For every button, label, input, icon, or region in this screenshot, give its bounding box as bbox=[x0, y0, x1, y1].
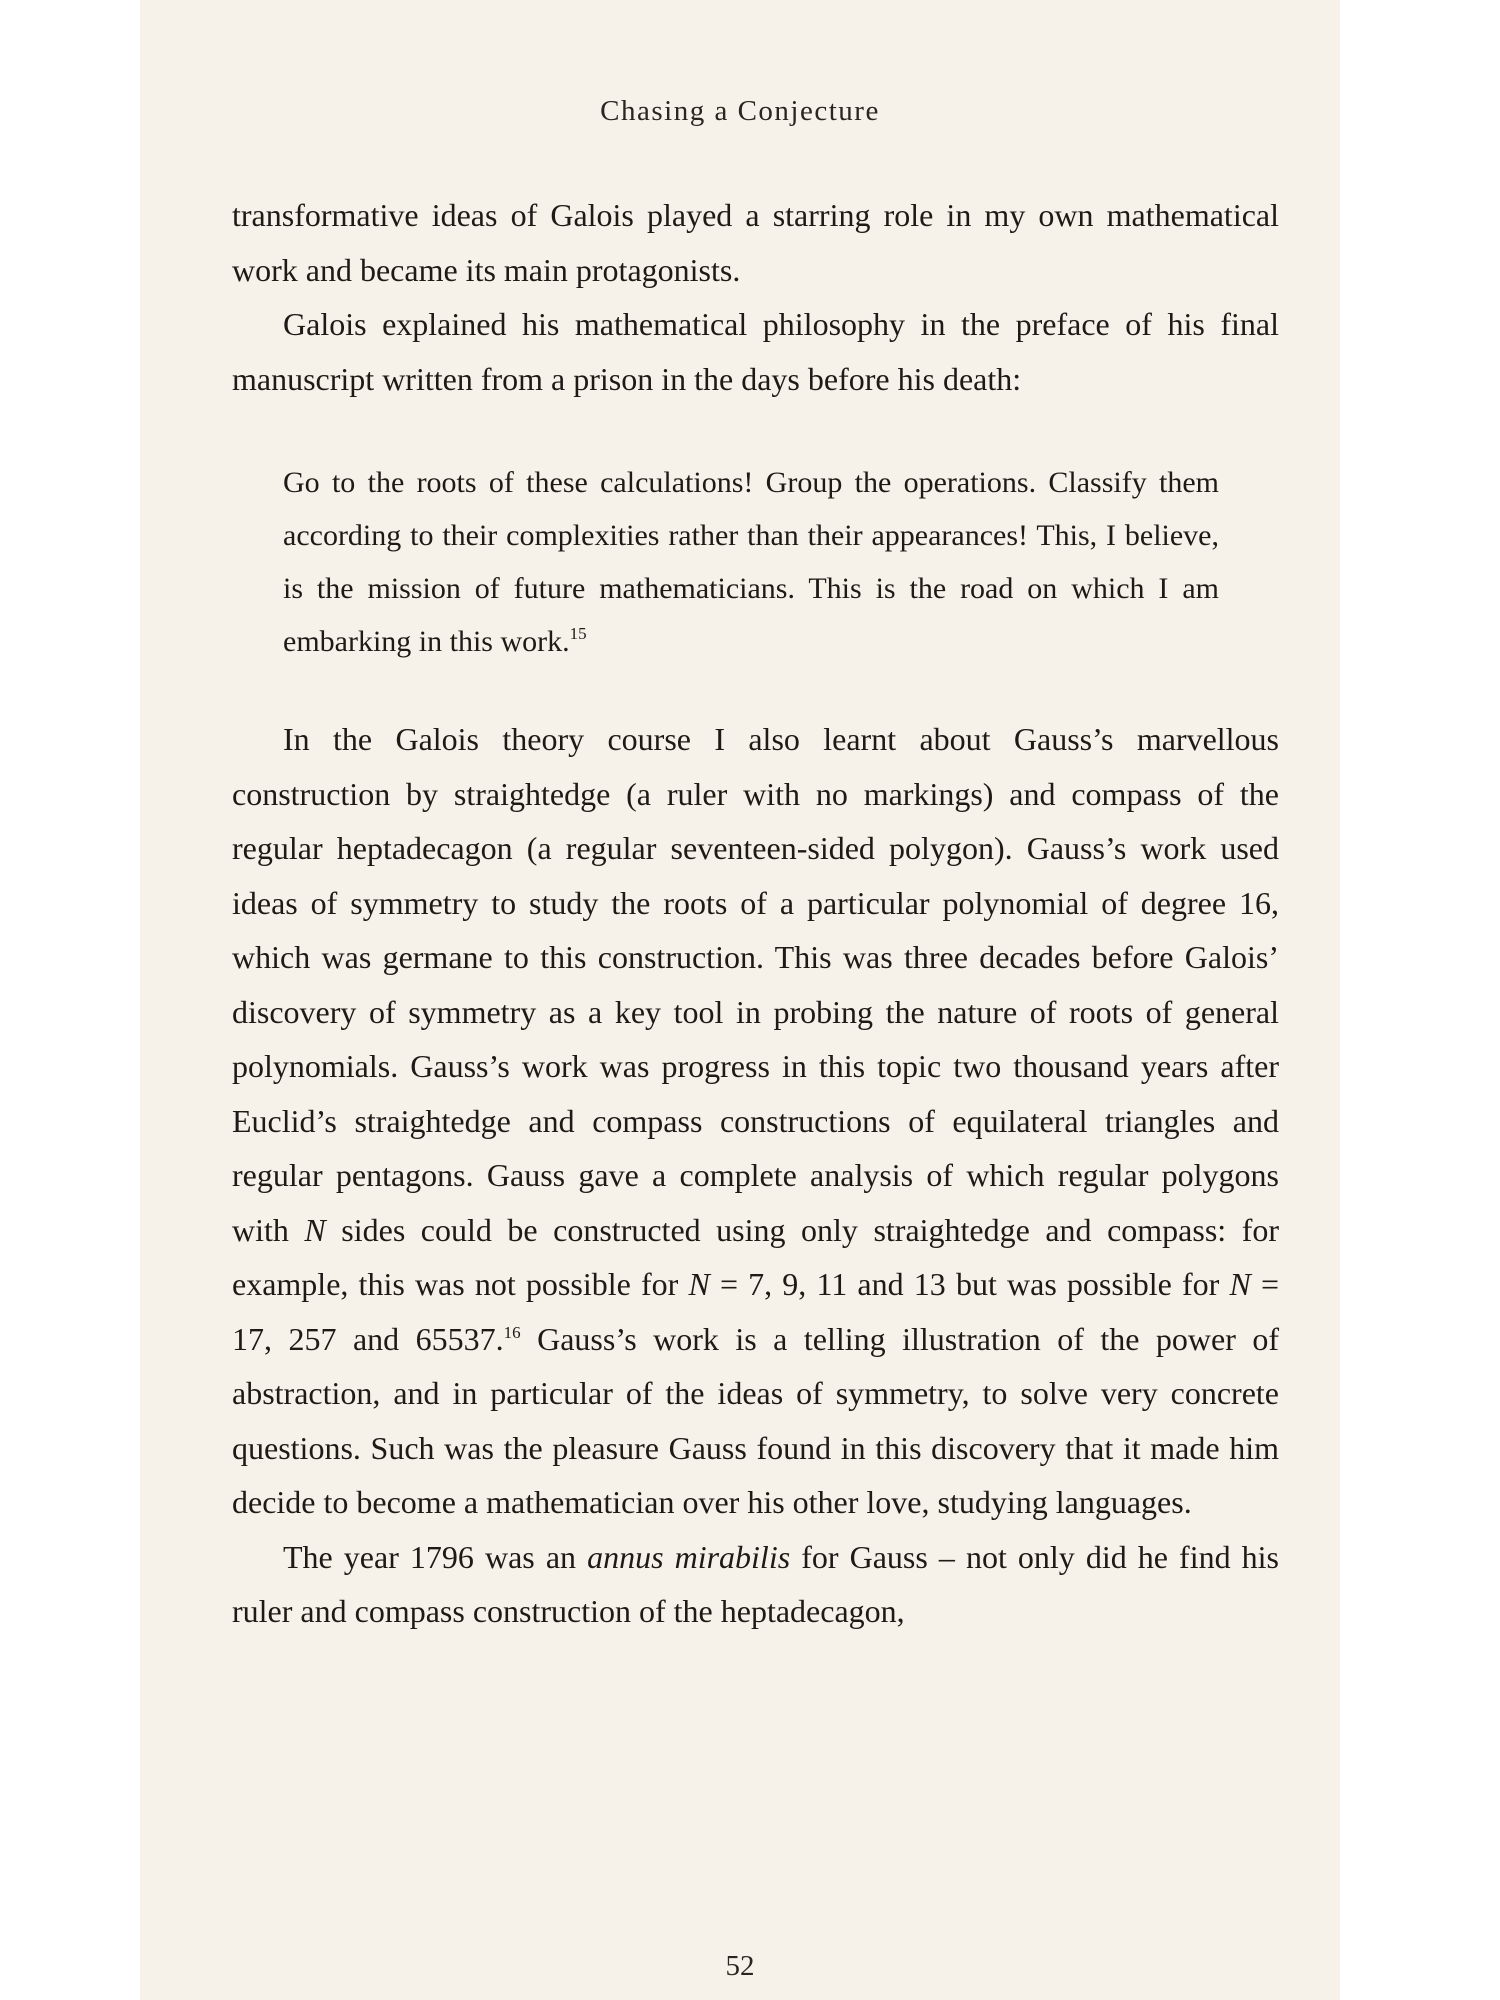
footnote-marker-16: 16 bbox=[503, 1322, 521, 1342]
book-page bbox=[140, 0, 1340, 2000]
footnote-marker-15: 15 bbox=[569, 624, 587, 643]
running-header: Chasing a Conjecture bbox=[600, 95, 880, 127]
paragraph-text: sides could be constructed using only straightedge and compass: for example, this was not possible for bbox=[232, 1211, 1280, 1302]
paragraph-galois-philosophy: Galois explained his mathematical philosophy in the preface of his final manuscript written from a prison in the days before his death: bbox=[232, 306, 1279, 397]
paragraph-continuation: transformative ideas of Galois played a starring role in my own mathematical work and became its main protagonists. bbox=[232, 197, 1279, 288]
paragraph-text: = 17, 257 and 65537. bbox=[232, 1266, 1280, 1357]
page-body bbox=[232, 188, 1279, 1639]
page-number: 52 bbox=[725, 1950, 755, 1982]
paragraph-text: = 7, 9, 11 and 13 but was possible for bbox=[709, 1266, 1230, 1302]
quote-text: Go to the roots of these calculations! Group the operations. Classify them according to their complexities rather than their appearances! This, I believe, is the mission of future mathematicians. This is the road on which I am embarking in this work. bbox=[283, 466, 1219, 658]
variable-n: N bbox=[688, 1266, 710, 1302]
variable-n: N bbox=[304, 1211, 326, 1248]
paragraph-text: for Gauss – not only did he find his ruler and compass construction of the heptadecagon, bbox=[232, 1538, 1280, 1629]
paragraph-text: Gauss’s work is a telling illustration of the power of abstraction, and in particular of the ideas of symmetry, to solve very concrete questions. Such was the pleasure Gauss found in this discovery that it made him decide to become a mathematician over his other love, studying languages. bbox=[232, 1320, 1280, 1520]
paragraph-gauss-heptadecagon bbox=[232, 712, 1279, 1530]
variable-n: N bbox=[1229, 1266, 1251, 1302]
block-quote bbox=[283, 456, 1219, 668]
paragraph-annus-mirabilis bbox=[232, 1530, 1279, 1639]
paragraph-text: In the Galois theory course I also learnt about Gauss’s marvellous construction by straightedge (a ruler with no markings) and compass of the regular heptadecagon (a regular seventeen-sided polygon). Gauss’s work used ideas of symmetry to study the roots of a particular polynomial of degree 16, which was germane to this construction. This was three decades before Galois’ discovery of symmetry as a key tool in probing the nature of roots of general polynomials. Gauss’s work was progress in this topic two thousand years after Euclid’s straightedge and compass constructions of equilateral triangles and regular pentagons. Gauss gave a complete analysis of which regular polygons with bbox=[232, 721, 1279, 1248]
paragraph-text: The year 1796 was an bbox=[283, 1538, 588, 1575]
italic-phrase: annus mirabilis bbox=[587, 1538, 791, 1575]
